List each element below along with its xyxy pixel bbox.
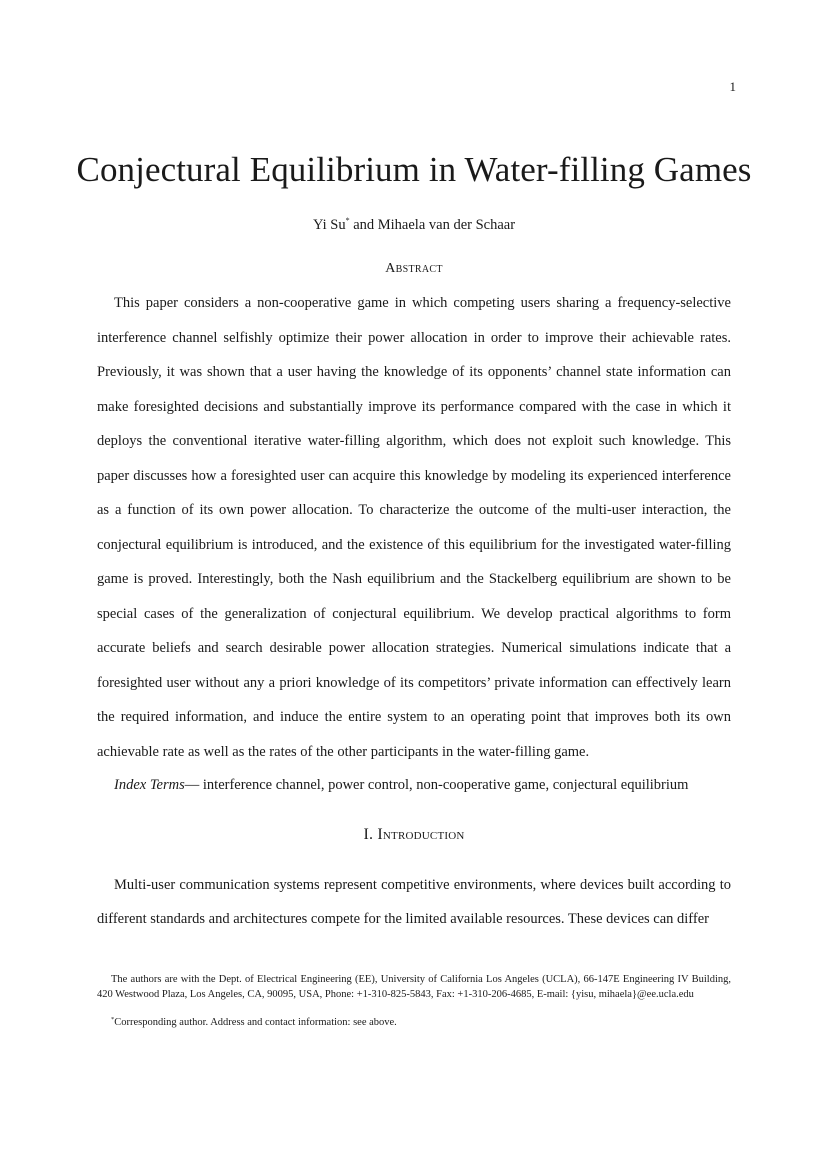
footnote-affiliation: The authors are with the Dept. of Electrical Engineering (EE), University of California Los Angeles (UCLA), 66-147E Engineering IV Building, 420 Westwood Plaza, Los Angeles, CA, 90095, USA, Phone: +1-310-825-5843, Fax: +1-310-206-4685, E-mail: {yisu, mihaela}@ee.ucla.edu — [97, 974, 731, 1000]
section-heading-introduction: I. Introduction — [363, 826, 465, 843]
abstract-body: This paper considers a non-cooperative game in which competing users sharing a frequency-selective interference channel selfishly optimize their power allocation in order to improve their achievable rates. Previously, it was shown that a user having the knowledge of its opponents’ channel state information can make foresighted decisions and substantially improve its performance compared with the case in which it deploys the conventional iterative water-filling algorithm, which does not exploit such knowledge. This paper discusses how a foresighted user can acquire this knowledge by modeling its experienced interference as a function of its own power allocation. To characterize the outcome of the multi-user interaction, the conjectural equilibrium is introduced, and the existence of this equilibrium for the investigated water-filling game is proved. Interestingly, both the Nash equilibrium and the Stackelberg equilibrium are shown to be special cases of the generalization of conjectural equilibrium. We develop practical algorithms to form accurate beliefs and search desirable power allocation strategies. Numerical simulations indicate that a foresighted user without any a priori knowledge of its competitors’ private information can effectively learn the required information, and induce the entire system to an operating point that improves both its own achievable rate as well as the rates of the other participants in the water-filling game. — [97, 295, 731, 760]
index-terms-label: Index Terms — [114, 777, 185, 793]
author-first: Yi Su — [312, 217, 346, 233]
footnote-corresponding — [111, 1012, 731, 1030]
index-terms-text: — interference channel, power control, non-cooperative game, conjectural equilibrium — [184, 777, 689, 793]
paper-title: Conjectural Equilibrium in Water-filling Games — [76, 150, 752, 189]
author-line — [0, 216, 828, 234]
corresponding-author-marker: * — [345, 216, 350, 225]
introduction-body: Multi-user communication systems represent competitive environments, where devices built according to different standards and architectures compete for the limited available resources. These devices can differ — [97, 877, 731, 927]
author-rest: and Mihaela van der Schaar — [349, 217, 516, 233]
footnote-corresponding-text: Corresponding author. Address and contact information: see above. — [114, 1017, 397, 1028]
page-number: 1 — [729, 79, 736, 94]
abstract-heading: Abstract — [385, 261, 443, 276]
index-terms — [97, 768, 731, 803]
footnote-marker: * — [111, 1016, 115, 1023]
